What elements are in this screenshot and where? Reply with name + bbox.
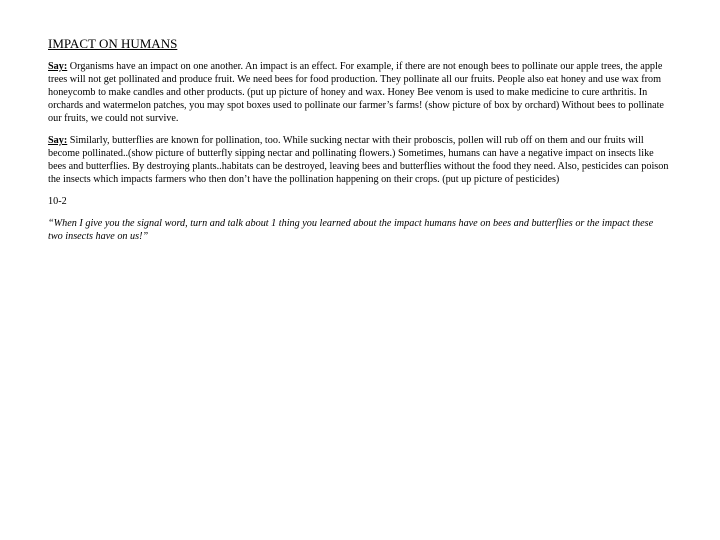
say-paragraph-butterflies [48,134,670,186]
say-label: Say: [48,135,68,146]
document-page [48,36,670,243]
say-paragraph-bees [48,60,670,125]
document-title: IMPACT ON HUMANS [48,36,178,51]
turn-and-talk-quote: “When I give you the signal word, turn and talk about 1 thing you learned about the impact humans have on bees and butterflies or the impact these two insects have on us!” [48,218,654,242]
say-label: Say: [48,61,68,72]
paragraph-text: Organisms have an impact on one another. An impact is an effect. For example, if there are not enough bees to pollinate our apple trees, the apple trees will not get pollinated and produce fruit. We need bees for food production. They pollinate all our fruits. People also eat honey and use wax from honeycomb to make candles and other products. (put up picture of honey and wax. Honey Bee venom is used to make medicine to cure arthritis. In orchards and watermelon patches, you may spot boxes used to pollinate our farmer’s farms! (show picture of box by orchard) Without bees to pollinate our fruits, we could not survive. [48,61,664,124]
section-marker: 10-2 [48,196,67,207]
paragraph-text: Similarly, butterflies are known for pollination, too. While sucking nectar with their proboscis, pollen will rub off on them and our fruits will become pollinated..(show picture of butterfly sipping nectar and pollinating flowers.) Sometimes, humans can have a negative impact on insects like bees and butterflies. By destroying plants..habitats can be destroyed, leaving bees and butterflies without the food they need. Also, pesticides can poison the insects which impacts farmers who then don’t have the pollination happening on their crops. (put up picture of pesticides) [48,135,669,185]
